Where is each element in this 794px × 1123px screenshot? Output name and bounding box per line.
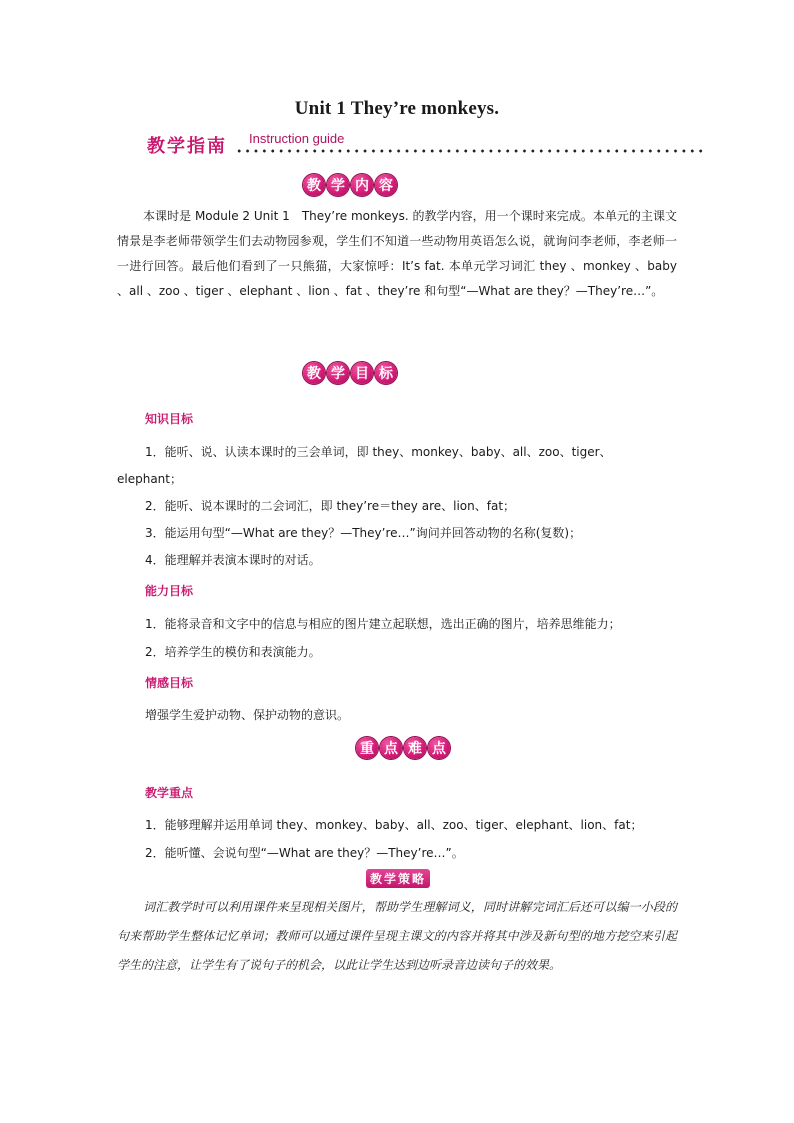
badge-char: 教	[303, 362, 325, 384]
section-badge-content	[303, 174, 399, 196]
ability-item: 1．能将录音和文字中的信息与相应的图片建立起联想，选出正确的图片，培养思维能力；	[145, 617, 621, 631]
knowledge-item: 4．能理解并表演本课时的对话。	[145, 553, 321, 567]
key-point-item: 1．能够理解并运用单词 they、monkey、baby、all、zoo、tiger、elephant、lion、fat；	[145, 818, 643, 832]
instruction-guide-header	[147, 130, 707, 158]
badge-char: 目	[351, 362, 373, 384]
badge-char: 学	[327, 362, 349, 384]
badge-label: 教学策略	[366, 869, 430, 888]
section-badge-key	[356, 737, 452, 759]
badge-char: 教	[303, 174, 325, 196]
dotted-divider	[235, 148, 707, 154]
section-badge-strategy	[366, 869, 430, 888]
guide-title-en: Instruction guide	[249, 131, 345, 146]
badge-char: 学	[327, 174, 349, 196]
badge-char: 点	[380, 737, 402, 759]
knowledge-item: 2．能听、说本课时的二会词汇，即 they’re＝they are、lion、fat；	[145, 499, 516, 513]
badge-char: 标	[375, 362, 397, 384]
knowledge-item: elephant；	[117, 472, 182, 486]
badge-char: 难	[404, 737, 426, 759]
badge-char: 重	[356, 737, 378, 759]
strategy-paragraph	[117, 893, 677, 980]
knowledge-item: 3．能运用句型“—What are they？—They’re…”询问并回答动物的名称(复数)；	[145, 526, 582, 540]
content-paragraph	[117, 204, 677, 304]
section-badge-goals	[303, 362, 399, 384]
strategy-text: 词汇教学时可以利用课件来呈现相关图片，帮助学生理解词义，同时讲解完词汇后还可以编一小段的句来帮助学生整体记忆单词；教师可以通过课件呈现主课文的内容并将其中涉及新句型的地方挖空来引起学生的注意，让学生有了说句子的机会，以此让学生达到边听录音边读句子的效果。	[117, 900, 677, 972]
page-title: Unit 1 They’re monkeys.	[294, 98, 500, 119]
ability-item: 2．培养学生的模仿和表演能力。	[145, 645, 321, 659]
badge-char: 点	[428, 737, 450, 759]
badge-char: 容	[375, 174, 397, 196]
guide-title-cn: 教学指南	[147, 136, 227, 157]
emotion-item: 增强学生爱护动物、保护动物的意识。	[145, 708, 350, 722]
ability-heading: 能力目标	[145, 584, 194, 598]
knowledge-heading: 知识目标	[145, 412, 194, 426]
knowledge-item: 1．能听、说、认读本课时的三会单词，即 they、monkey、baby、all、zoo、tiger、	[145, 445, 612, 459]
badge-char: 内	[351, 174, 373, 196]
key-point-item: 2．能听懂、会说句型“—What are they？—They’re…”。	[145, 846, 464, 860]
key-points-heading: 教学重点	[145, 786, 194, 800]
emotion-heading: 情感目标	[145, 676, 194, 690]
content-text: 本课时是 Module 2 Unit 1 They’re monkeys. 的教学内容，用一个课时来完成。本单元的主课文情景是李老师带领学生们去动物园参观，学生们不知道一些动物用英语怎么说，就询问李老师，李老师一一进行回答。最后他们看到了一只熊猫，大家惊呼：It’s fat. 本单元学习词汇 they 、monkey 、baby 、all 、zoo 、tiger 、elephant 、lion 、fat 、they’re 和句型“—What are they？—They’re…”。	[117, 209, 677, 298]
